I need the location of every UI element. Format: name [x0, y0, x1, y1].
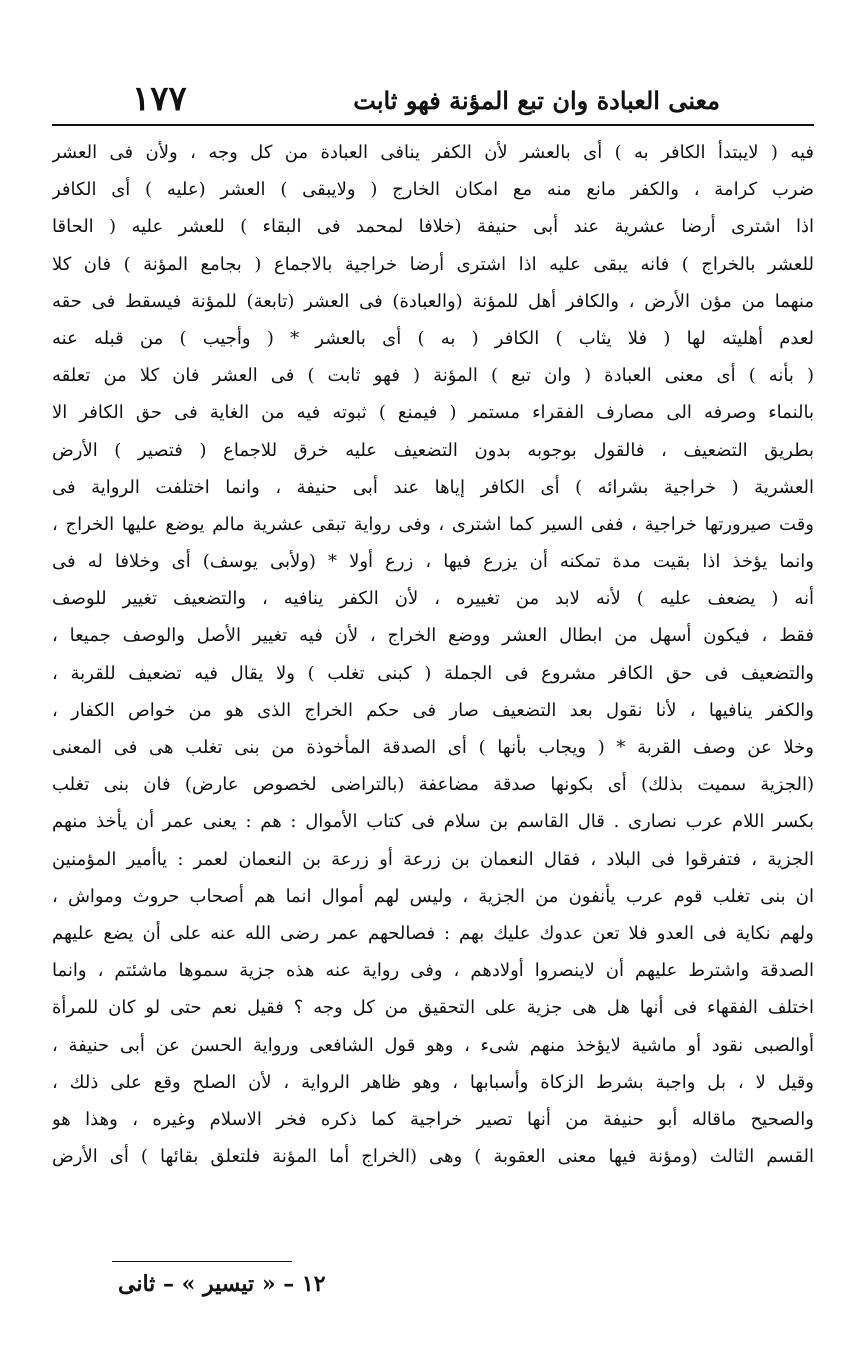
text-line: للعشر بالخراج ) فانه يبقى عليه اذا اشترى أرضا خراجية بالاجماع ( بجامع المؤنة ) فان كلا [52, 253, 814, 275]
text-line: بطريق التضعيف ، فالقول بوجوبه بدون التضعيف عليه خرق للاجماع ( فتصير ) الأرض [52, 439, 814, 461]
text-line: بكسر اللام عرب نصارى . قال القاسم بن سلام فى كتاب الأموال : هم : يعنى عمر أن يأخذ منهم [52, 811, 814, 833]
page-header [120, 78, 720, 118]
text-line: والصحيح ماقاله أبو حنيفة من أنها تصير خراجية كما ذكره فخر الاسلام وغيره ، وهذا هو [52, 1108, 814, 1130]
text-line: فقط ، فيكون أسهل من ابطال العشر ووضع الخراج ، لأن فيه تغيير الأصل والوصف جميعا ، [52, 625, 814, 647]
text-line: (الجزية سميت بذلك) أى بكونها صدقة مضاعفة (بالتراضى لخصوص عارض) فان بنى تغلب [52, 774, 814, 796]
footer-rule [112, 1261, 292, 1262]
text-line [52, 1212, 814, 1249]
text-line: وقيل لا ، بل واجبة بشرط الزكاة وأسبابها ، وهو ظاهر الرواية ، لأن الصلح وقع على ذلك ، [52, 1071, 814, 1093]
body-text [52, 134, 814, 1287]
text-line: وانما يؤخذ اذا بقيت مدة تمكنه أن يزرع فيها ، زرع أولا * (ولأبى يوسف) أى وخلافا له فى [52, 551, 814, 573]
text-line: الصدقة واشترط عليهم أن لاينصروا أولادهم ، وفى رواية عنه هذه جزية سموها ماشئتم ، وانما [52, 960, 814, 982]
text-line: ( بأنه ) أى معنى العبادة ( وان تبع ) المؤنة ( فهو ثابت ) فى العشر فان كلا من تعلقه [52, 365, 814, 387]
text-line: لعدم أهليته لها ( فلا يثاب ) الكافر ( به ) أى بالعشر * ( وأجيب ) من قبله عنه [52, 327, 814, 349]
text-line: أنه ( يضعف عليه ) لأنه لابد من تغييره ، لأن الكفر ينافيه ، والتضعيف تغيير للوصف [52, 588, 814, 610]
text-line: فيه ( لايبتدأ الكافر به ) أى بالعشر لأن الكفر ينافى العبادة من كل وجه ، ولأن فى العشر [52, 142, 814, 163]
text-line: الجزية ، فتفرقوا فى البلاد ، فقال النعمان بن زرعة أو زرعة بن النعمان لعمر : ياأمير المؤمنين [52, 848, 814, 870]
running-title: معنى العبادة وان تبع المؤنة فهو ثابت [353, 86, 720, 115]
text-line: أوالصبى نقود أو ماشية لايؤخذ منهم شىء ، وهو قول الشافعى ورواية الحسن عن أبى حنيفة ، [52, 1034, 814, 1056]
text-line: وقت صيرورتها خراجية ، ففى السير كما اشترى ، وفى رواية تبقى عشرية مالم يوضع عليها الخراج ، [52, 513, 814, 535]
page-number: ١٧٧ [132, 79, 187, 119]
text-line: منهما من مؤن الأرض ، والكافر أهل للمؤنة (والعبادة) فى العشر (تابعة) للمؤنة فيسقط فى حقه [52, 290, 814, 312]
text-line: القسم الثالث (ومؤنة فيها معنى العقوبة ) وهى (الخراج أما المؤنة فلتعلق بقائها ) أى الأرض [52, 1146, 814, 1168]
text-line: العشرية ( خراجية بشرائه ) أى الكافر إياها عند أبى حنيفة ، وانما اختلفت الرواية فى [52, 476, 814, 498]
text-line: والتضعيف فى حق الكافر مشروع فى الجملة ( كبنى تغلب ) ولا يقال فيه تضعيف للقربة ، [52, 662, 814, 684]
text-line: بالنماء وصرفه الى مصارف الفقراء مستمر ( فيمنع ) ثبوته فيه من الغاية فى حق الكافر الا [52, 402, 814, 424]
text-line: ضرب كرامة ، والكفر مانع منه مع امكان الخارج ( ولايبقى ) العشر (عليه ) أى الكافر [52, 179, 814, 201]
text-line: اختلف الفقهاء فى أنها هل هى جزية على التحقيق من كل وجه ؟ فقيل نعم حتى لو كان للمرأة [52, 997, 814, 1019]
text-line: اذا اشترى أرضا عشرية عند أبى حنيفة (خلافا لمحمد فى البقاء ) للعشر عليه ( الحاقا [52, 216, 814, 238]
text-line: ولهم نكاية فى العدو فلا تعن عدوك عليك بهم : فصالحهم عمر رضى الله عنه على أن يضع عليهم [52, 922, 814, 944]
header-rule [52, 124, 814, 126]
printer-signature: ١٢ – « تيسير » – ثانى [118, 1271, 326, 1297]
text-line: والكفر ينافيها ، لأنا نقول بعد التضعيف صار فى حكم الخراج الذى هو من خواص الكفار ، [52, 699, 814, 721]
text-line: ان بنى تغلب قوم عرب يأنفون من الجزية ، وليس لهم أموال انما هم أصحاب حروث ومواش ، [52, 885, 814, 907]
text-line [52, 1175, 814, 1212]
text-line: وخلا عن وصف القربة * ( ويجاب بأنها ) أى الصدقة المأخوذة من بنى تغلب هى فى المعنى [52, 737, 814, 758]
